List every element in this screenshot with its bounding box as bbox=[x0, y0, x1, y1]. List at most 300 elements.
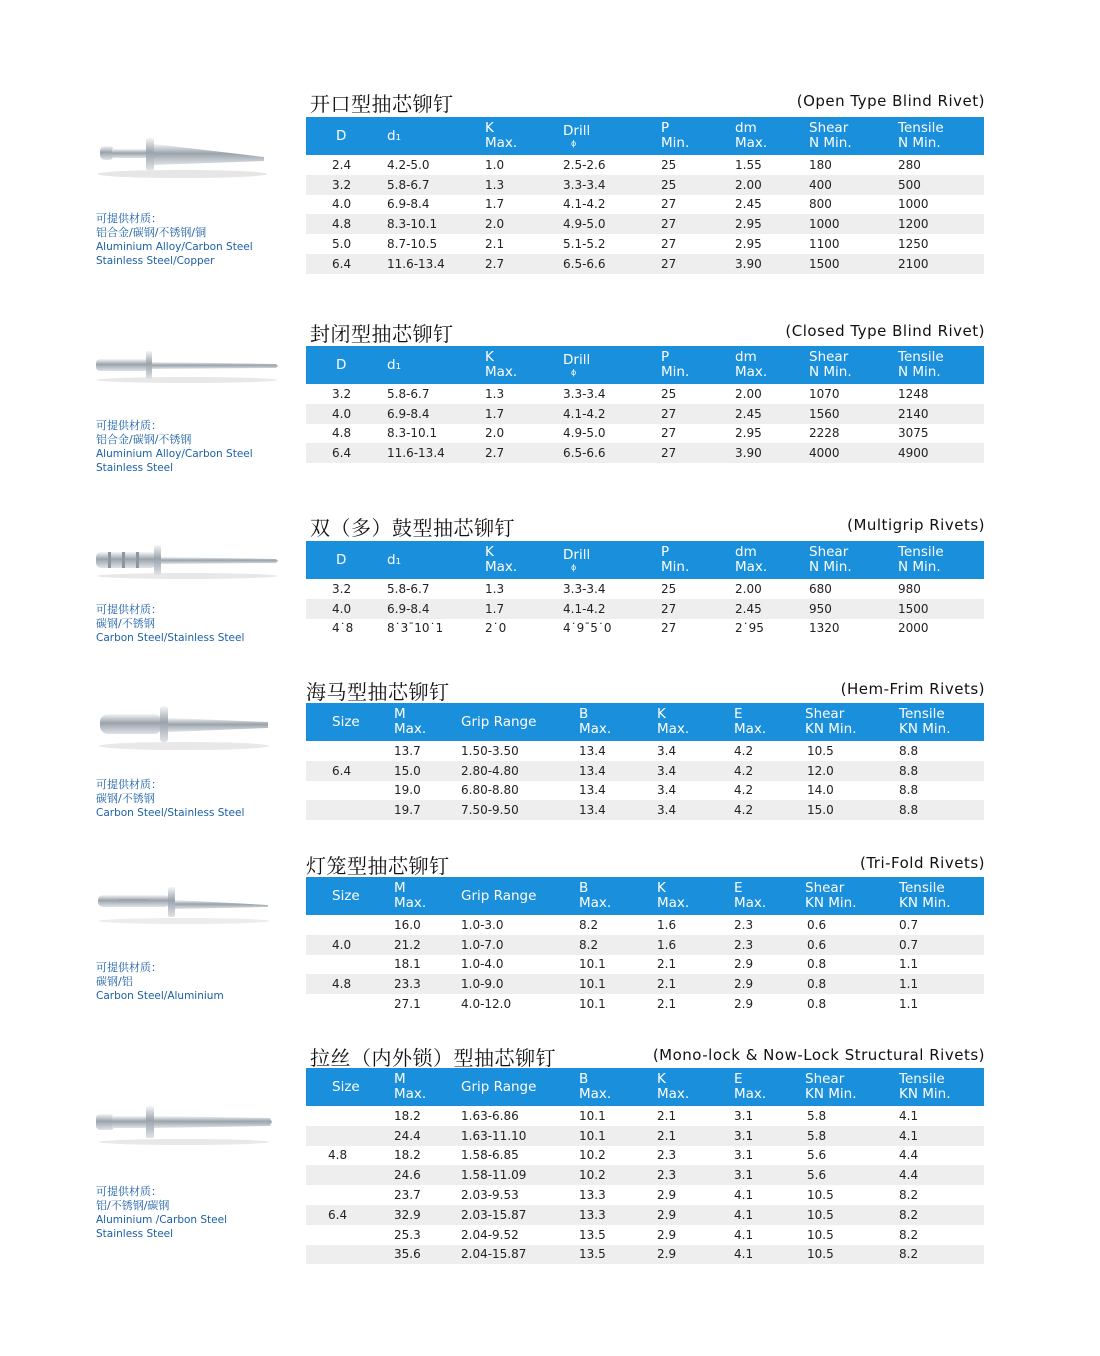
table-cell: 4.1 bbox=[734, 1205, 805, 1225]
column-header-label: Drill bbox=[563, 547, 591, 563]
table-cell: 6.5-6.6 bbox=[563, 254, 661, 274]
column-header bbox=[306, 346, 387, 384]
table-cell: 1.0-3.0 bbox=[461, 917, 504, 932]
table-cell: 2100 bbox=[898, 254, 984, 274]
table-cell: 4.2-5.0 bbox=[387, 157, 430, 172]
column-header bbox=[394, 877, 459, 915]
table-row bbox=[306, 994, 984, 1014]
column-header-unit: Min. bbox=[661, 135, 690, 151]
table-cell: 13.7 bbox=[394, 743, 421, 758]
column-header-label: Grip Range bbox=[461, 1078, 537, 1095]
spec-table bbox=[306, 117, 984, 274]
column-header-label: dm bbox=[735, 349, 757, 365]
material-info bbox=[96, 778, 244, 820]
table-cell: 14.0 bbox=[807, 783, 834, 798]
section-title-en: (Hem-Frim Rivets) bbox=[840, 680, 985, 698]
spec-table bbox=[306, 1068, 984, 1264]
table-cell: 4900 bbox=[898, 443, 984, 463]
table-cell: 4.4 bbox=[899, 1165, 984, 1185]
table-row bbox=[306, 404, 984, 424]
material-label: 可提供材质： bbox=[96, 603, 162, 616]
table-cell: 1.63-6.86 bbox=[461, 1108, 519, 1123]
table-cell: 4.0 bbox=[306, 599, 387, 619]
column-header-label: Drill bbox=[563, 352, 591, 368]
table-cell: 13.4 bbox=[579, 783, 606, 798]
column-header bbox=[387, 117, 485, 155]
column-header bbox=[459, 703, 569, 741]
table-cell: 3075 bbox=[898, 426, 929, 441]
column-header-label: Shear bbox=[809, 120, 849, 136]
table-cell: 35.6 bbox=[394, 1245, 459, 1265]
table-cell: 0.7 bbox=[899, 917, 919, 932]
table-cell: 4.1 bbox=[899, 1108, 919, 1123]
column-header-unit: N Min. bbox=[809, 559, 852, 575]
table-cell: 6.9-8.4 bbox=[387, 404, 485, 424]
column-header-unit: Max. bbox=[657, 721, 690, 737]
table-cell: 27 bbox=[661, 426, 677, 441]
table-cell: 1.0-7.0 bbox=[459, 935, 569, 955]
table-cell: 4.8 bbox=[332, 426, 352, 441]
column-header bbox=[387, 346, 485, 384]
column-header-label: K bbox=[657, 880, 666, 896]
table-cell: 2.45 bbox=[735, 197, 762, 212]
table-cell: 1500 bbox=[898, 599, 984, 619]
table-cell: 1.1 bbox=[899, 957, 919, 972]
table-cell: 25 bbox=[661, 175, 735, 195]
table-cell: 3.3-3.4 bbox=[563, 175, 661, 195]
table-cell: 2.3 bbox=[657, 1165, 734, 1185]
table-cell: 4.9-5.0 bbox=[563, 214, 661, 234]
column-header bbox=[898, 346, 984, 384]
table-cell: 10.2 bbox=[579, 1148, 606, 1163]
section-title-en: (Multigrip Rivets) bbox=[847, 516, 985, 534]
column-header-unit: Max. bbox=[579, 1086, 612, 1102]
table-cell: 280 bbox=[898, 157, 921, 172]
table-cell bbox=[306, 915, 394, 935]
table-cell: 3.2 bbox=[332, 386, 352, 401]
table-cell: 27.1 bbox=[394, 997, 421, 1012]
table-cell: 18.2 bbox=[394, 1108, 421, 1123]
column-header bbox=[898, 541, 984, 579]
table-row bbox=[306, 214, 984, 234]
table-cell: 500 bbox=[898, 175, 984, 195]
table-cell: 10.1 bbox=[579, 997, 606, 1012]
table-cell: 4.8 bbox=[328, 1148, 348, 1163]
table-cell: 2228 bbox=[809, 426, 840, 441]
table-cell: 2.95 bbox=[735, 426, 762, 441]
column-header-unit: N Min. bbox=[809, 364, 852, 380]
table-cell: 3.4 bbox=[657, 743, 677, 758]
table-cell: 32.9 bbox=[394, 1205, 459, 1225]
table-cell: 2.00 bbox=[735, 581, 762, 596]
table-row bbox=[306, 974, 984, 994]
table-cell: 680 bbox=[809, 581, 832, 596]
table-cell: 1.3 bbox=[485, 175, 563, 195]
table-cell: 8.8 bbox=[899, 761, 984, 781]
column-header-unit: Max. bbox=[657, 1086, 690, 1102]
column-header-label: Shear bbox=[805, 706, 845, 722]
column-header bbox=[306, 877, 394, 915]
table-cell: 27 bbox=[661, 214, 735, 234]
column-header-label: Tensile bbox=[898, 349, 944, 365]
table-cell: 5.1-5.2 bbox=[563, 237, 606, 252]
table-cell: 0.7 bbox=[899, 935, 984, 955]
table-cell: 4.2 bbox=[734, 800, 805, 820]
table-cell: 1.0-4.0 bbox=[461, 957, 504, 972]
table-cell: 2.1 bbox=[657, 957, 677, 972]
table-cell: 2˙95 bbox=[735, 621, 764, 636]
material-label: 可提供材质： bbox=[96, 778, 162, 791]
material-info bbox=[96, 961, 224, 1003]
table-cell: 23.3 bbox=[394, 974, 459, 994]
column-header-label: Shear bbox=[809, 349, 849, 365]
table-cell bbox=[306, 781, 394, 801]
section-title-en: (Mono-lock & Now-Lock Structural Rivets) bbox=[652, 1046, 985, 1064]
table-cell: 1.6 bbox=[657, 935, 734, 955]
column-header bbox=[306, 117, 387, 155]
table-cell: 1.50-3.50 bbox=[461, 743, 519, 758]
table-cell: 400 bbox=[809, 175, 898, 195]
table-cell: 4.0 bbox=[306, 935, 394, 955]
column-header-unit: Max. bbox=[735, 135, 768, 151]
table-cell: 2.1 bbox=[657, 974, 734, 994]
table-cell: 27 bbox=[661, 443, 735, 463]
table-row bbox=[306, 195, 984, 215]
table-cell: 3.90 bbox=[735, 443, 809, 463]
table-cell: 3.1 bbox=[734, 1126, 805, 1146]
column-header bbox=[899, 877, 984, 915]
section-title-cn: 双（多）鼓型抽芯铆钉 bbox=[310, 516, 515, 540]
table-row bbox=[306, 1245, 984, 1265]
table-cell: 5.6 bbox=[807, 1148, 827, 1163]
table-row bbox=[306, 781, 984, 801]
table-cell: 2.04-15.87 bbox=[459, 1245, 569, 1265]
table-cell: 19.0 bbox=[394, 783, 421, 798]
material-info bbox=[96, 419, 253, 475]
table-cell: 1100 bbox=[809, 237, 840, 252]
column-header bbox=[899, 703, 984, 741]
material-cn: 铝/不锈钢/碳钢 bbox=[96, 1199, 170, 1212]
table-cell: 1320 bbox=[809, 621, 840, 636]
table-cell: 4.0 bbox=[306, 404, 387, 424]
material-en: Carbon Steel/Stainless Steel bbox=[96, 807, 245, 819]
column-header-unit: KN Min. bbox=[899, 895, 951, 911]
material-label: 可提供材质： bbox=[96, 1185, 162, 1198]
table-cell: 3.4 bbox=[657, 800, 734, 820]
table-cell: 1.58-11.09 bbox=[459, 1165, 569, 1185]
table-cell: 2.1 bbox=[657, 997, 677, 1012]
table-cell: 3.90 bbox=[735, 254, 809, 274]
table-cell: 8.3-10.1 bbox=[387, 214, 485, 234]
table-row bbox=[306, 1106, 984, 1126]
table-cell: 2.9 bbox=[657, 1245, 734, 1265]
column-header bbox=[809, 541, 898, 579]
column-header bbox=[569, 703, 657, 741]
table-cell: 27 bbox=[661, 621, 677, 636]
table-cell bbox=[306, 1185, 394, 1205]
table-cell: 1560 bbox=[809, 404, 898, 424]
column-header-unit: Min. bbox=[661, 364, 690, 380]
material-cn: 铝合金/碳钢/不锈钢 bbox=[96, 433, 192, 446]
table-cell: 2.0 bbox=[485, 426, 505, 441]
table-cell: 19.7 bbox=[394, 800, 459, 820]
table-cell: 2.00 bbox=[735, 386, 762, 401]
column-header-unit: Max. bbox=[485, 364, 518, 380]
table-cell: 8.2 bbox=[899, 1188, 919, 1203]
column-header-unit: Max. bbox=[734, 895, 767, 911]
material-en: Stainless Steel bbox=[96, 462, 174, 474]
column-header-label: P bbox=[661, 544, 670, 560]
column-header-unit: Max. bbox=[394, 1086, 427, 1102]
table-cell: 2.3 bbox=[734, 917, 754, 932]
table-cell: 1.1 bbox=[899, 997, 919, 1012]
table-cell: 7.50-9.50 bbox=[459, 800, 569, 820]
table-cell: 980 bbox=[898, 581, 921, 596]
table-cell: 2.0 bbox=[485, 214, 563, 234]
table-header-row bbox=[306, 703, 984, 741]
column-header-label: Tensile bbox=[899, 706, 945, 722]
table-cell: 4000 bbox=[809, 443, 898, 463]
table-cell: 950 bbox=[809, 599, 898, 619]
table-cell: 2.45 bbox=[735, 404, 809, 424]
column-header-unit: Max. bbox=[394, 895, 427, 911]
table-cell: 25 bbox=[661, 581, 677, 596]
column-header-unit: Max. bbox=[579, 721, 612, 737]
table-cell: 13.4 bbox=[569, 800, 657, 820]
column-header bbox=[387, 541, 485, 579]
material-en: Carbon Steel/Stainless Steel bbox=[96, 632, 245, 644]
table-cell: 10.5 bbox=[805, 1245, 899, 1265]
column-header-label: Tensile bbox=[899, 1071, 945, 1087]
column-header-label: M bbox=[394, 706, 406, 722]
column-header bbox=[809, 117, 898, 155]
table-row bbox=[306, 384, 984, 404]
table-cell: 2.9 bbox=[734, 957, 754, 972]
table-row bbox=[306, 1185, 984, 1205]
table-cell: 18.1 bbox=[394, 957, 421, 972]
table-cell: 1.7 bbox=[485, 599, 563, 619]
column-header bbox=[306, 541, 387, 579]
table-row bbox=[306, 1205, 984, 1225]
table-cell: 6.5-6.6 bbox=[563, 443, 661, 463]
table-cell: 1.58-6.85 bbox=[461, 1148, 519, 1163]
section-title-en: (Open Type Blind Rivet) bbox=[796, 92, 985, 110]
mono-lock-rivet-image bbox=[92, 1102, 277, 1148]
table-cell: 10.5 bbox=[807, 743, 834, 758]
column-header-unit: Min. bbox=[661, 559, 690, 575]
table-cell bbox=[306, 955, 394, 975]
table-cell: 180 bbox=[809, 157, 832, 172]
column-header bbox=[485, 541, 563, 579]
table-cell: 4.8 bbox=[306, 214, 387, 234]
table-cell: 4.2 bbox=[734, 743, 754, 758]
table-row bbox=[306, 1225, 984, 1245]
table-header-row bbox=[306, 1068, 984, 1106]
table-cell: 1.3 bbox=[485, 581, 505, 596]
table-cell: 0.8 bbox=[807, 997, 827, 1012]
column-header-label: Grip Range bbox=[461, 887, 537, 904]
table-cell: 16.0 bbox=[394, 917, 421, 932]
material-label: 可提供材质： bbox=[96, 419, 162, 432]
column-header-label: E bbox=[734, 880, 743, 896]
column-header bbox=[563, 346, 661, 384]
table-header-row bbox=[306, 346, 984, 384]
column-header bbox=[661, 541, 735, 579]
column-header-unit: KN Min. bbox=[899, 721, 951, 737]
table-cell: 15.0 bbox=[805, 800, 899, 820]
column-header-label: d₁ bbox=[387, 356, 401, 373]
material-en: Aluminium Alloy/Carbon Steel bbox=[96, 448, 253, 460]
table-cell: 2.3 bbox=[657, 1148, 677, 1163]
section-title-cn: 灯笼型抽芯铆钉 bbox=[306, 854, 450, 878]
table-cell: 1248 bbox=[898, 386, 929, 401]
table-cell: 13.4 bbox=[569, 761, 657, 781]
material-info bbox=[96, 603, 244, 645]
section-title-cn: 海马型抽芯铆钉 bbox=[306, 680, 450, 704]
column-header-unit: Max. bbox=[394, 721, 427, 737]
column-header-label: P bbox=[661, 120, 670, 136]
column-header bbox=[898, 117, 984, 155]
column-header-label: Grip Range bbox=[461, 713, 537, 730]
table-cell: 4.0-12.0 bbox=[461, 997, 512, 1012]
table-cell: 25.3 bbox=[394, 1227, 421, 1242]
table-cell: 4.1-4.2 bbox=[563, 197, 606, 212]
column-header-unit: Max. bbox=[734, 721, 767, 737]
column-header-label: Size bbox=[332, 713, 360, 730]
table-cell: 800 bbox=[809, 197, 832, 212]
table-cell bbox=[306, 1126, 394, 1146]
table-row bbox=[306, 424, 984, 444]
table-cell: 2.45 bbox=[735, 599, 809, 619]
column-header-label: M bbox=[394, 880, 406, 896]
table-row bbox=[306, 234, 984, 254]
table-cell: 2.3 bbox=[734, 935, 805, 955]
open-type-rivet-image bbox=[92, 130, 272, 180]
column-header-unit: N Min. bbox=[898, 364, 941, 380]
table-cell: 6.9-8.4 bbox=[387, 599, 485, 619]
column-header bbox=[394, 1068, 459, 1106]
table-row bbox=[306, 741, 984, 761]
table-cell: 8.8 bbox=[899, 743, 919, 758]
table-cell: 3.4 bbox=[657, 761, 734, 781]
table-cell: 4.1 bbox=[899, 1126, 984, 1146]
material-en: Stainless Steel/Copper bbox=[96, 255, 215, 267]
table-cell: 13.4 bbox=[579, 743, 606, 758]
column-header bbox=[563, 117, 661, 155]
column-header bbox=[735, 346, 809, 384]
column-header-unit: ɸ bbox=[571, 139, 577, 148]
table-cell: 2.00 bbox=[735, 175, 809, 195]
column-header-label: K bbox=[485, 120, 494, 136]
material-info bbox=[96, 212, 253, 268]
table-cell: 2˙0 bbox=[485, 621, 507, 636]
table-row bbox=[306, 599, 984, 619]
table-cell: 1.55 bbox=[735, 157, 762, 172]
table-cell: 11.6-13.4 bbox=[387, 443, 485, 463]
section-title-cn: 封闭型抽芯铆钉 bbox=[310, 322, 454, 346]
column-header-unit: Max. bbox=[485, 135, 518, 151]
table-cell: 1500 bbox=[809, 254, 898, 274]
column-header bbox=[899, 1068, 984, 1106]
column-header-label: D bbox=[336, 127, 347, 144]
table-cell: 10.1 bbox=[579, 957, 606, 972]
table-cell: 2.9 bbox=[657, 1188, 677, 1203]
table-cell: 13.3 bbox=[579, 1188, 606, 1203]
table-cell: 1.0 bbox=[485, 157, 505, 172]
table-cell: 4.1 bbox=[734, 1227, 754, 1242]
table-cell: 2.9 bbox=[657, 1227, 677, 1242]
spec-table bbox=[306, 703, 984, 820]
column-header bbox=[563, 541, 661, 579]
column-header bbox=[306, 703, 394, 741]
column-header-unit: N Min. bbox=[898, 559, 941, 575]
table-cell: 2.7 bbox=[485, 443, 563, 463]
table-cell: 4.4 bbox=[899, 1148, 919, 1163]
table-cell: 2.03-15.87 bbox=[459, 1205, 569, 1225]
table-cell: 15.0 bbox=[394, 761, 459, 781]
column-header-label: B bbox=[579, 706, 589, 722]
table-cell: 5.6 bbox=[805, 1165, 899, 1185]
table-cell: 27 bbox=[661, 599, 735, 619]
table-cell: 8.2 bbox=[579, 917, 599, 932]
table-cell: 5.8-6.7 bbox=[387, 386, 430, 401]
column-header bbox=[569, 877, 657, 915]
table-cell: 3.2 bbox=[332, 581, 352, 596]
table-cell: 1.7 bbox=[485, 197, 505, 212]
column-header-unit: Max. bbox=[657, 895, 690, 911]
table-row bbox=[306, 1126, 984, 1146]
table-cell: 1.7 bbox=[485, 404, 563, 424]
table-cell: 10.1 bbox=[569, 1126, 657, 1146]
material-en: Aluminium Alloy/Carbon Steel bbox=[96, 241, 253, 253]
column-header-unit: KN Min. bbox=[805, 721, 857, 737]
column-header bbox=[485, 117, 563, 155]
column-header bbox=[657, 703, 734, 741]
column-header-label: K bbox=[657, 1071, 666, 1087]
table-cell: 0.8 bbox=[807, 957, 827, 972]
column-header-label: D bbox=[336, 356, 347, 373]
table-cell: 5.8-6.7 bbox=[387, 175, 485, 195]
column-header-unit: ɸ bbox=[571, 368, 577, 377]
hem-frim-rivet-image bbox=[92, 702, 277, 752]
table-cell: 4.0 bbox=[332, 197, 352, 212]
column-header-label: E bbox=[734, 706, 743, 722]
closed-type-rivet-image bbox=[92, 345, 282, 385]
table-cell: 1250 bbox=[898, 237, 929, 252]
table-row bbox=[306, 619, 984, 639]
table-cell bbox=[306, 800, 394, 820]
table-cell: 3.2 bbox=[306, 175, 387, 195]
column-header-label: Size bbox=[332, 887, 360, 904]
table-cell: 4.1-4.2 bbox=[563, 404, 661, 424]
material-en: Carbon Steel/Aluminium bbox=[96, 990, 224, 1002]
column-header-label: K bbox=[485, 544, 494, 560]
column-header bbox=[459, 1068, 569, 1106]
table-cell: 2.9 bbox=[734, 974, 805, 994]
column-header-label: Shear bbox=[805, 1071, 845, 1087]
column-header bbox=[805, 1068, 899, 1106]
table-cell: 3.3-3.4 bbox=[563, 581, 606, 596]
table-cell: 1.63-11.10 bbox=[459, 1126, 569, 1146]
column-header bbox=[306, 1068, 394, 1106]
table-cell: 6.4 bbox=[306, 443, 387, 463]
table-row bbox=[306, 935, 984, 955]
table-cell: 1070 bbox=[809, 386, 840, 401]
column-header-label: E bbox=[734, 1071, 743, 1087]
table-cell: 2.80-4.80 bbox=[459, 761, 569, 781]
column-header bbox=[734, 1068, 805, 1106]
table-cell: 5.8-6.7 bbox=[387, 581, 430, 596]
